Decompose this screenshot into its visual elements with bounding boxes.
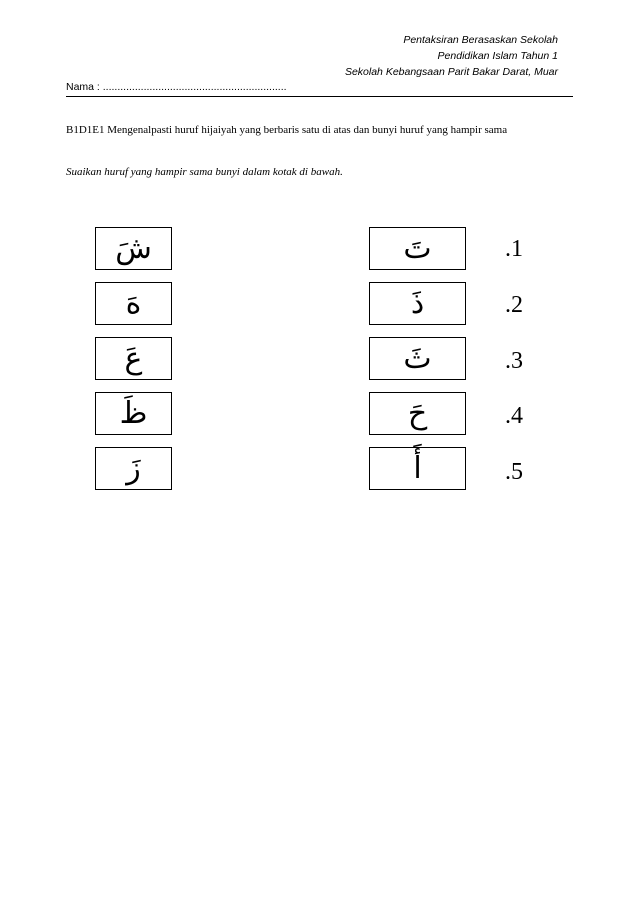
header-line-1: Pentaksiran Berasaskan Sekolah [403,34,558,46]
row-number: .4 [505,403,523,429]
name-field: Nama : ............................................................... [66,81,287,93]
page-header [345,32,558,80]
right-letter-box[interactable]: تَ [369,227,466,270]
row-number: .3 [505,348,523,374]
left-letter-box[interactable]: ظَ [95,392,172,435]
instruction-text: Suaikan huruf yang hampir sama bunyi dalam kotak di bawah. [66,166,343,178]
right-letter-box[interactable]: ذَ [369,282,466,325]
row-number: .2 [505,292,523,318]
divider [66,96,573,97]
right-letter-box[interactable]: حَ [369,392,466,435]
left-letter-box[interactable]: هَ [95,282,172,325]
left-letter-box[interactable]: شَ [95,227,172,270]
left-letter-box[interactable]: زَ [95,447,172,490]
row-number: .1 [505,236,523,262]
right-letter-box[interactable]: ثَ [369,337,466,380]
header-line-3: Sekolah Kebangsaan Parit Bakar Darat, Muar [344,66,558,78]
learning-objective: B1D1E1 Mengenalpasti huruf hijaiyah yang berbaris satu di atas dan bunyi huruf yang hampir sama [66,124,508,136]
left-letter-box[interactable]: عَ [95,337,172,380]
right-letter-box[interactable]: أَ [369,447,466,490]
row-number: .5 [505,459,523,485]
header-line-2: Pendidikan Islam Tahun 1 [437,50,558,62]
